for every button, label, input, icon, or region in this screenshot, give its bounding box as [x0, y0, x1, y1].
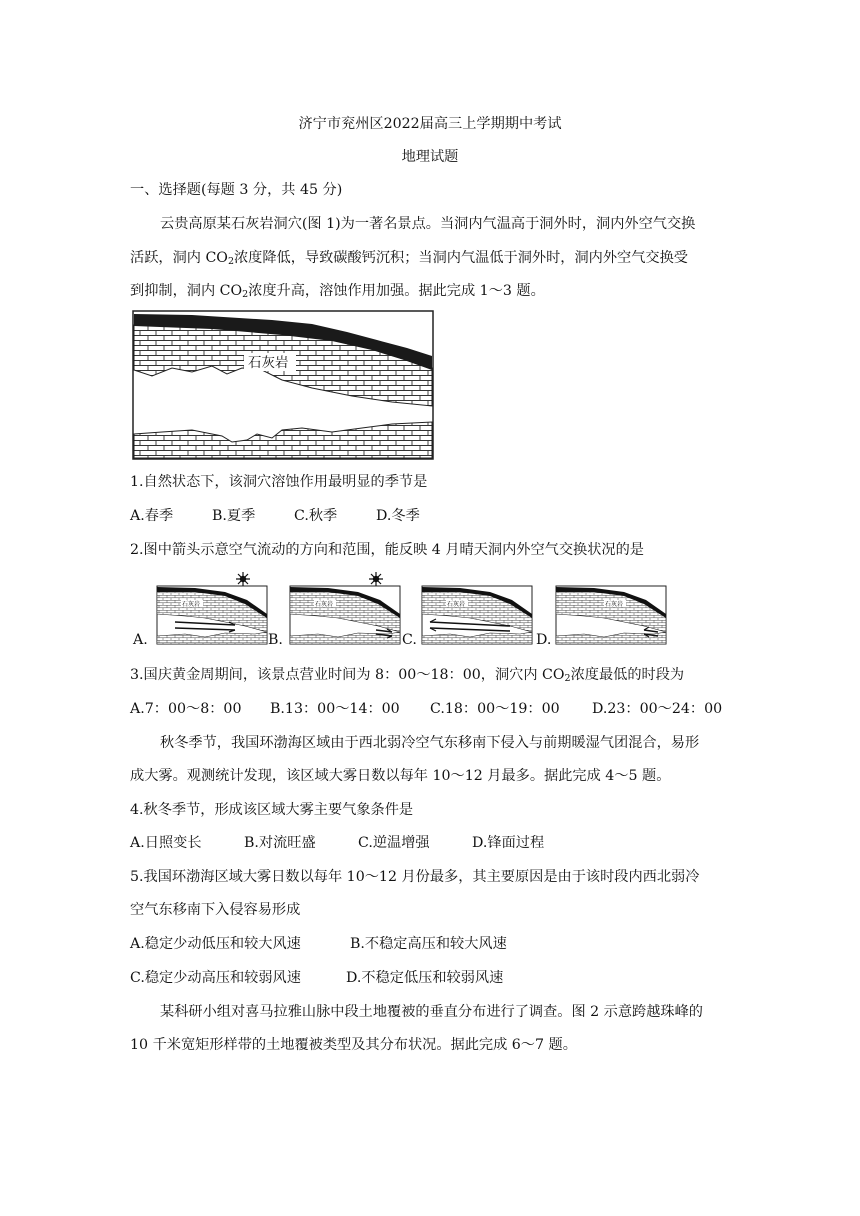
q5-option-d[interactable]: D.不稳定低压和较弱风速 [346, 970, 504, 986]
limestone-label: 石灰岩 [248, 355, 289, 371]
passage3-line1: 某科研小组对喜马拉雅山脉中段土地覆被的垂直分布进行了调查。图 2 示意跨越珠峰的 [160, 1004, 703, 1020]
q2-panel-letter: B. [268, 632, 283, 648]
q5-option-b[interactable]: B.不稳定高压和较大风速 [350, 936, 507, 952]
q3-option-b[interactable]: B.13：00～14：00 [270, 701, 400, 717]
passage1-line2-a: 活跃，洞内 CO [130, 250, 228, 266]
q5-stem-line1: 5.我国环渤海区域大雾日数以每年 10～12 月份最多，其主要原因是由于该时段内西北弱冷 [130, 869, 700, 885]
figure1-cave-diagram [132, 310, 434, 460]
passage2-line1: 秋冬季节，我国环渤海区域由于西北弱冷空气东移南下侵入与前期暖湿气团混合，易形 [160, 735, 700, 751]
q2-cave-diagram [155, 570, 271, 646]
q1-option-a[interactable]: A.春季 [130, 508, 174, 524]
q4-option-b[interactable]: B.对流旺盛 [244, 835, 316, 851]
q2-panel-rock-label: 石灰岩 [315, 601, 334, 608]
q2-panel-letter: C. [402, 632, 417, 648]
q2-stem: 2.图中箭头示意空气流动的方向和范围，能反映 4 月晴天洞内外空气交换状况的是 [130, 542, 644, 558]
passage3-line2: 10 千米宽矩形样带的土地覆被类型及其分布状况。据此完成 6～7 题。 [130, 1037, 577, 1053]
q5-options-row2 [130, 968, 503, 988]
passage1-line3 [130, 281, 545, 301]
moon-icon [645, 573, 651, 585]
q2-cave-diagram [288, 570, 404, 646]
q4-stem: 4.秋冬季节，形成该区域大雾主要气象条件是 [130, 802, 414, 818]
q3-options [130, 699, 722, 719]
passage1-line3-b: 浓度升高，溶蚀作用加强。据此完成 1～3 题。 [248, 283, 545, 299]
exam-subject: 地理试题 [401, 149, 459, 165]
q2-panel-rock-label: 石灰岩 [182, 601, 201, 608]
q1-stem: 1.自然状态下，该洞穴溶蚀作用最明显的季节是 [130, 474, 428, 490]
q2-panel-letter: A. [133, 632, 148, 648]
sun-icon [236, 572, 250, 586]
q3-stem-b: 浓度最低的时段为 [570, 667, 685, 683]
co2-subscript: 2 [242, 289, 249, 300]
q4-option-c[interactable]: C.逆温增强 [358, 835, 430, 851]
co2-subscript: 2 [564, 673, 571, 684]
q2-panel-b[interactable] [268, 570, 406, 650]
moon-icon [507, 573, 513, 585]
q2-panel-d[interactable] [536, 570, 674, 650]
passage2-line2: 成大雾。观测统计发现，该区域大雾日数以每年 10～12 月最多。据此完成 4～5 题。 [130, 768, 671, 784]
co2-subscript: 2 [227, 256, 234, 267]
q3-option-d[interactable]: D.23：00～24：00 [592, 701, 723, 717]
exam-title: 济宁市兖州区2022届高三上学期期中考试 [298, 116, 562, 132]
q3-stem-a: 3.国庆黄金周期间，该景点营业时间为 8：00～18：00，洞穴内 CO [130, 667, 565, 683]
q5-stem-line2: 空气东移南下入侵容易形成 [130, 902, 301, 918]
q2-panel-a[interactable] [133, 570, 271, 650]
limestone-floor [134, 422, 432, 458]
q2-cave-diagram [554, 570, 670, 646]
q1-options [130, 506, 420, 526]
q4-options [130, 833, 544, 853]
q5-option-a[interactable]: A.稳定少动低压和较大风速 [130, 936, 301, 952]
q5-option-c[interactable]: C.稳定少动高压和较弱风速 [130, 970, 301, 986]
passage1-line2 [130, 248, 688, 268]
q1-option-b[interactable]: B.夏季 [212, 508, 256, 524]
q4-option-d[interactable]: D.锋面过程 [472, 835, 545, 851]
q3-stem [130, 665, 684, 685]
q2-cave-diagram [420, 570, 536, 646]
q2-panel-letter: D. [536, 632, 552, 648]
passage1-line2-b: 浓度降低，导致碳酸钙沉积；当洞内气温低于洞外时，洞内外空气交换受 [233, 250, 688, 266]
passage1-line3-a: 到抑制，洞内 CO [130, 283, 243, 299]
q2-panel-rock-label: 石灰岩 [447, 601, 466, 608]
section-heading: 一、选择题(每题 3 分，共 45 分) [130, 182, 343, 198]
passage1-line1: 云贵高原某石灰岩洞穴(图 1)为一著名景点。当洞内气温高于洞外时，洞内外空气交换 [160, 216, 696, 232]
q3-option-c[interactable]: C.18：00～19：00 [430, 701, 560, 717]
q2-panel-rock-label: 石灰岩 [605, 601, 624, 608]
q3-option-a[interactable]: A.7：00～8：00 [130, 701, 242, 717]
q5-options-row1 [130, 934, 507, 954]
q4-option-a[interactable]: A.日照变长 [130, 835, 202, 851]
sun-icon [369, 572, 383, 586]
q1-option-d[interactable]: D.冬季 [376, 508, 420, 524]
q2-panel-c[interactable] [402, 570, 540, 650]
q1-option-c[interactable]: C.秋季 [294, 508, 338, 524]
